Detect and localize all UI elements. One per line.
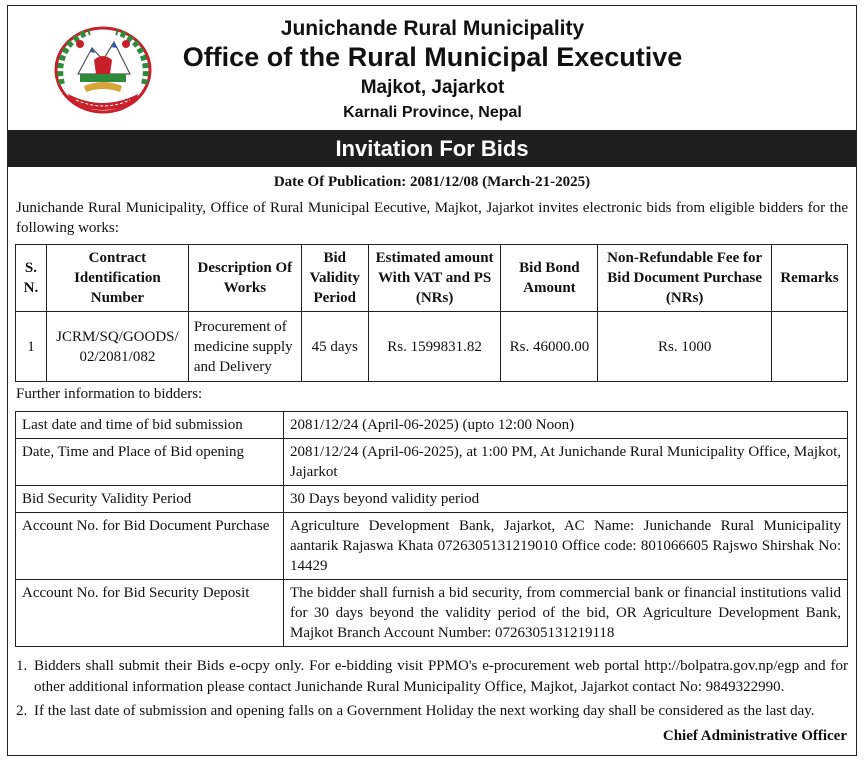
info-value: Agriculture Development Bank, Jajarkot, AC Name: Junichande Rural Municipality aantarik Rajaswa Khata 0726305131219010 Office code: 801066605 Rajswo Shirshak No: 14429 xyxy=(284,513,848,580)
info-value: 30 Days beyond validity period xyxy=(284,486,848,513)
table-row xyxy=(16,513,848,580)
col-header-contract-id: Contract Identification Number xyxy=(46,245,188,312)
col-header-estimate: Estimated amount With VAT and PS (NRs) xyxy=(368,245,501,312)
cell-remarks xyxy=(772,312,848,382)
municipality-name: Junichande Rural Municipality xyxy=(280,17,585,40)
col-header-sn: S. N. xyxy=(16,245,47,312)
col-header-remarks: Remarks xyxy=(772,245,848,312)
cell-estimate: Rs. 1599831.82 xyxy=(368,312,501,382)
table-row xyxy=(16,439,848,486)
info-key: Bid Security Validity Period xyxy=(16,486,284,513)
col-header-description: Description Of Works xyxy=(188,245,301,312)
bid-table xyxy=(15,244,848,382)
cell-bond: Rs. 46000.00 xyxy=(501,312,598,382)
cell-validity: 45 days xyxy=(301,312,368,382)
bid-table-header-row xyxy=(16,245,848,312)
table-row xyxy=(16,412,848,439)
office-location: Majkot, Jajarkot xyxy=(360,77,505,98)
info-key: Last date and time of bid submission xyxy=(16,412,284,439)
info-key: Account No. for Bid Security Deposit xyxy=(16,580,284,647)
cell-contract-id: JCRM/SQ/GOODS/ 02/2081/082 xyxy=(46,312,188,382)
col-header-bond: Bid Bond Amount xyxy=(501,245,598,312)
info-key: Date, Time and Place of Bid opening xyxy=(16,439,284,486)
table-row xyxy=(16,486,848,513)
list-item xyxy=(16,701,848,722)
cell-fee: Rs. 1000 xyxy=(598,312,772,382)
note-text: If the last date of submission and opening falls on a Government Holiday the next working day shall be considered as the last day. xyxy=(34,703,815,719)
table-row xyxy=(16,312,848,382)
col-header-fee: Non-Refundable Fee for Bid Document Purchase (NRs) xyxy=(598,245,772,312)
publication-date: Date Of Publication: 2081/12/08 (March-21-2025) xyxy=(273,174,591,190)
note-number: 1. xyxy=(16,658,28,674)
office-name: Office of the Rural Municipal Executive xyxy=(182,42,683,72)
info-value: 2081/12/24 (April-06-2025) (upto 12:00 Noon) xyxy=(284,412,848,439)
notice-title-banner: Invitation For Bids xyxy=(8,130,856,167)
signature: Chief Administrative Officer xyxy=(662,728,847,744)
note-text: Bidders shall submit their Bids e-ocpy only. For e-bidding visit PPMO's e-procurement web portal http://bolpatra.gov.np/egp and for other additional information please contact Junichande Rural Municipality Office, Majkot, Jajarkot contact No: 9849322990. xyxy=(34,658,848,695)
cell-description: Procurement of medicine supply and Delivery xyxy=(188,312,301,382)
further-info-label: Further information to bidders: xyxy=(16,386,203,402)
table-row xyxy=(16,580,848,647)
notes-list xyxy=(16,656,848,725)
note-number: 2. xyxy=(16,703,28,719)
info-key: Account No. for Bid Document Purchase xyxy=(16,513,284,580)
cell-sn: 1 xyxy=(16,312,47,382)
col-header-validity: Bid Validity Period xyxy=(301,245,368,312)
nepal-emblem-icon xyxy=(50,22,156,116)
info-table xyxy=(15,411,848,647)
info-value: The bidder shall furnish a bid security, from commercial bank or financial institutions valid for 30 days beyond the validity period of the bid, OR Agriculture Development Bank, Majkot Branch Account Number: 0726305131219118 xyxy=(284,580,848,647)
info-value: 2081/12/24 (April-06-2025), at 1:00 PM, At Junichande Rural Municipality Office, Majkot, Jajarkot xyxy=(284,439,848,486)
list-item xyxy=(16,656,848,698)
intro-paragraph: Junichande Rural Municipality, Office of Rural Municipal Eecutive, Majkot, Jajarkot invites electronic bids from eligible bidders for the following works: xyxy=(16,200,848,236)
province-name: Karnali Province, Nepal xyxy=(343,104,522,121)
